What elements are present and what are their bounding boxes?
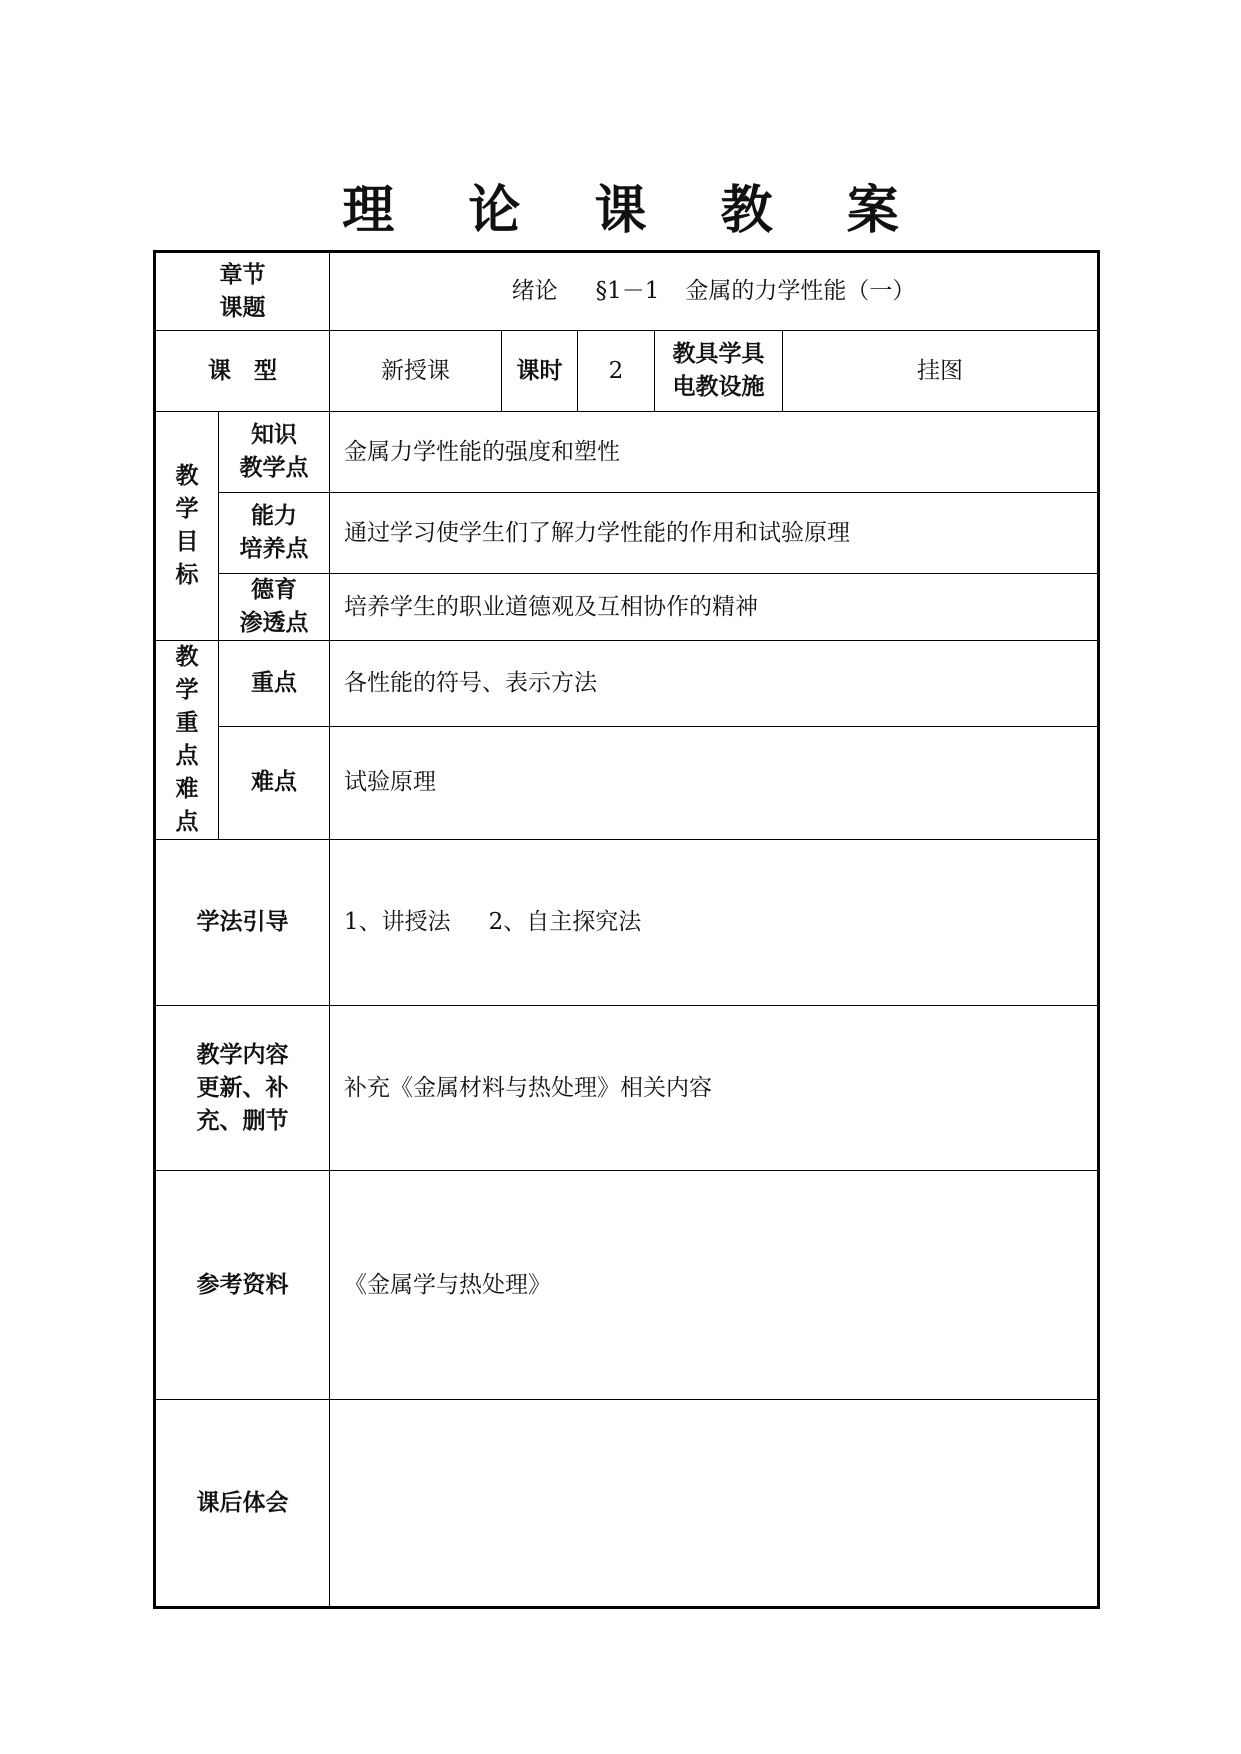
difficult-point-row [155, 726, 1099, 839]
tools-value: 挂图 [783, 331, 1099, 412]
hours-value: 2 [578, 331, 655, 412]
method-item-1: 1、讲授法 [344, 909, 451, 935]
references-label: 参考资料 [155, 1171, 330, 1400]
content-update-label: 教学内容 更新、补 充、删节 [155, 1006, 330, 1171]
hours-label: 课时 [502, 331, 578, 412]
chapter-part1: 绪论 [511, 278, 558, 304]
ability-row [155, 493, 1099, 574]
key-point-label: 重点 [219, 641, 330, 727]
course-type-row [155, 331, 1099, 412]
difficult-point-label: 难点 [219, 726, 330, 839]
moral-value: 培养学生的职业道德观及互相协作的精神 [330, 574, 1099, 641]
method-value [330, 840, 1099, 1006]
moral-row [155, 574, 1099, 641]
moral-label: 德育 渗透点 [219, 574, 330, 641]
key-points-group-label: 教 学 重 点 难 点 [155, 641, 219, 840]
method-row [155, 840, 1099, 1006]
chapter-part3: 金属的力学性能（一） [685, 278, 916, 304]
chapter-row [155, 252, 1099, 331]
tools-label: 教具学具 电教设施 [655, 331, 783, 412]
chapter-value [330, 252, 1099, 331]
course-type-label: 课 型 [155, 331, 330, 412]
references-value: 《金属学与热处理》 [330, 1171, 1099, 1400]
ability-value: 通过学习使学生们了解力学性能的作用和试验原理 [330, 493, 1099, 574]
course-type-value: 新授课 [330, 331, 502, 412]
page-title: 理 论 课 教 案 [342, 181, 927, 241]
reflection-label: 课后体会 [155, 1400, 330, 1608]
key-point-value: 各性能的符号、表示方法 [330, 641, 1099, 727]
content-update-value: 补充《金属材料与热处理》相关内容 [330, 1006, 1099, 1171]
reflection-value [330, 1400, 1099, 1608]
content-update-row [155, 1006, 1099, 1171]
knowledge-label: 知识 教学点 [219, 412, 330, 493]
references-row [155, 1171, 1099, 1400]
knowledge-value: 金属力学性能的强度和塑性 [330, 412, 1099, 493]
lesson-plan-table [153, 250, 1100, 1609]
chapter-part2: §1－1 [595, 278, 660, 304]
ability-label: 能力 培养点 [219, 493, 330, 574]
key-point-row [155, 641, 1099, 727]
chapter-label: 章节 课题 [155, 252, 330, 331]
method-label: 学法引导 [155, 840, 330, 1006]
reflection-row [155, 1400, 1099, 1608]
difficult-point-value: 试验原理 [330, 726, 1099, 839]
knowledge-row [155, 412, 1099, 493]
method-item-2: 2、自主探究法 [488, 909, 642, 935]
objectives-group-label: 教 学 目 标 [155, 412, 219, 641]
